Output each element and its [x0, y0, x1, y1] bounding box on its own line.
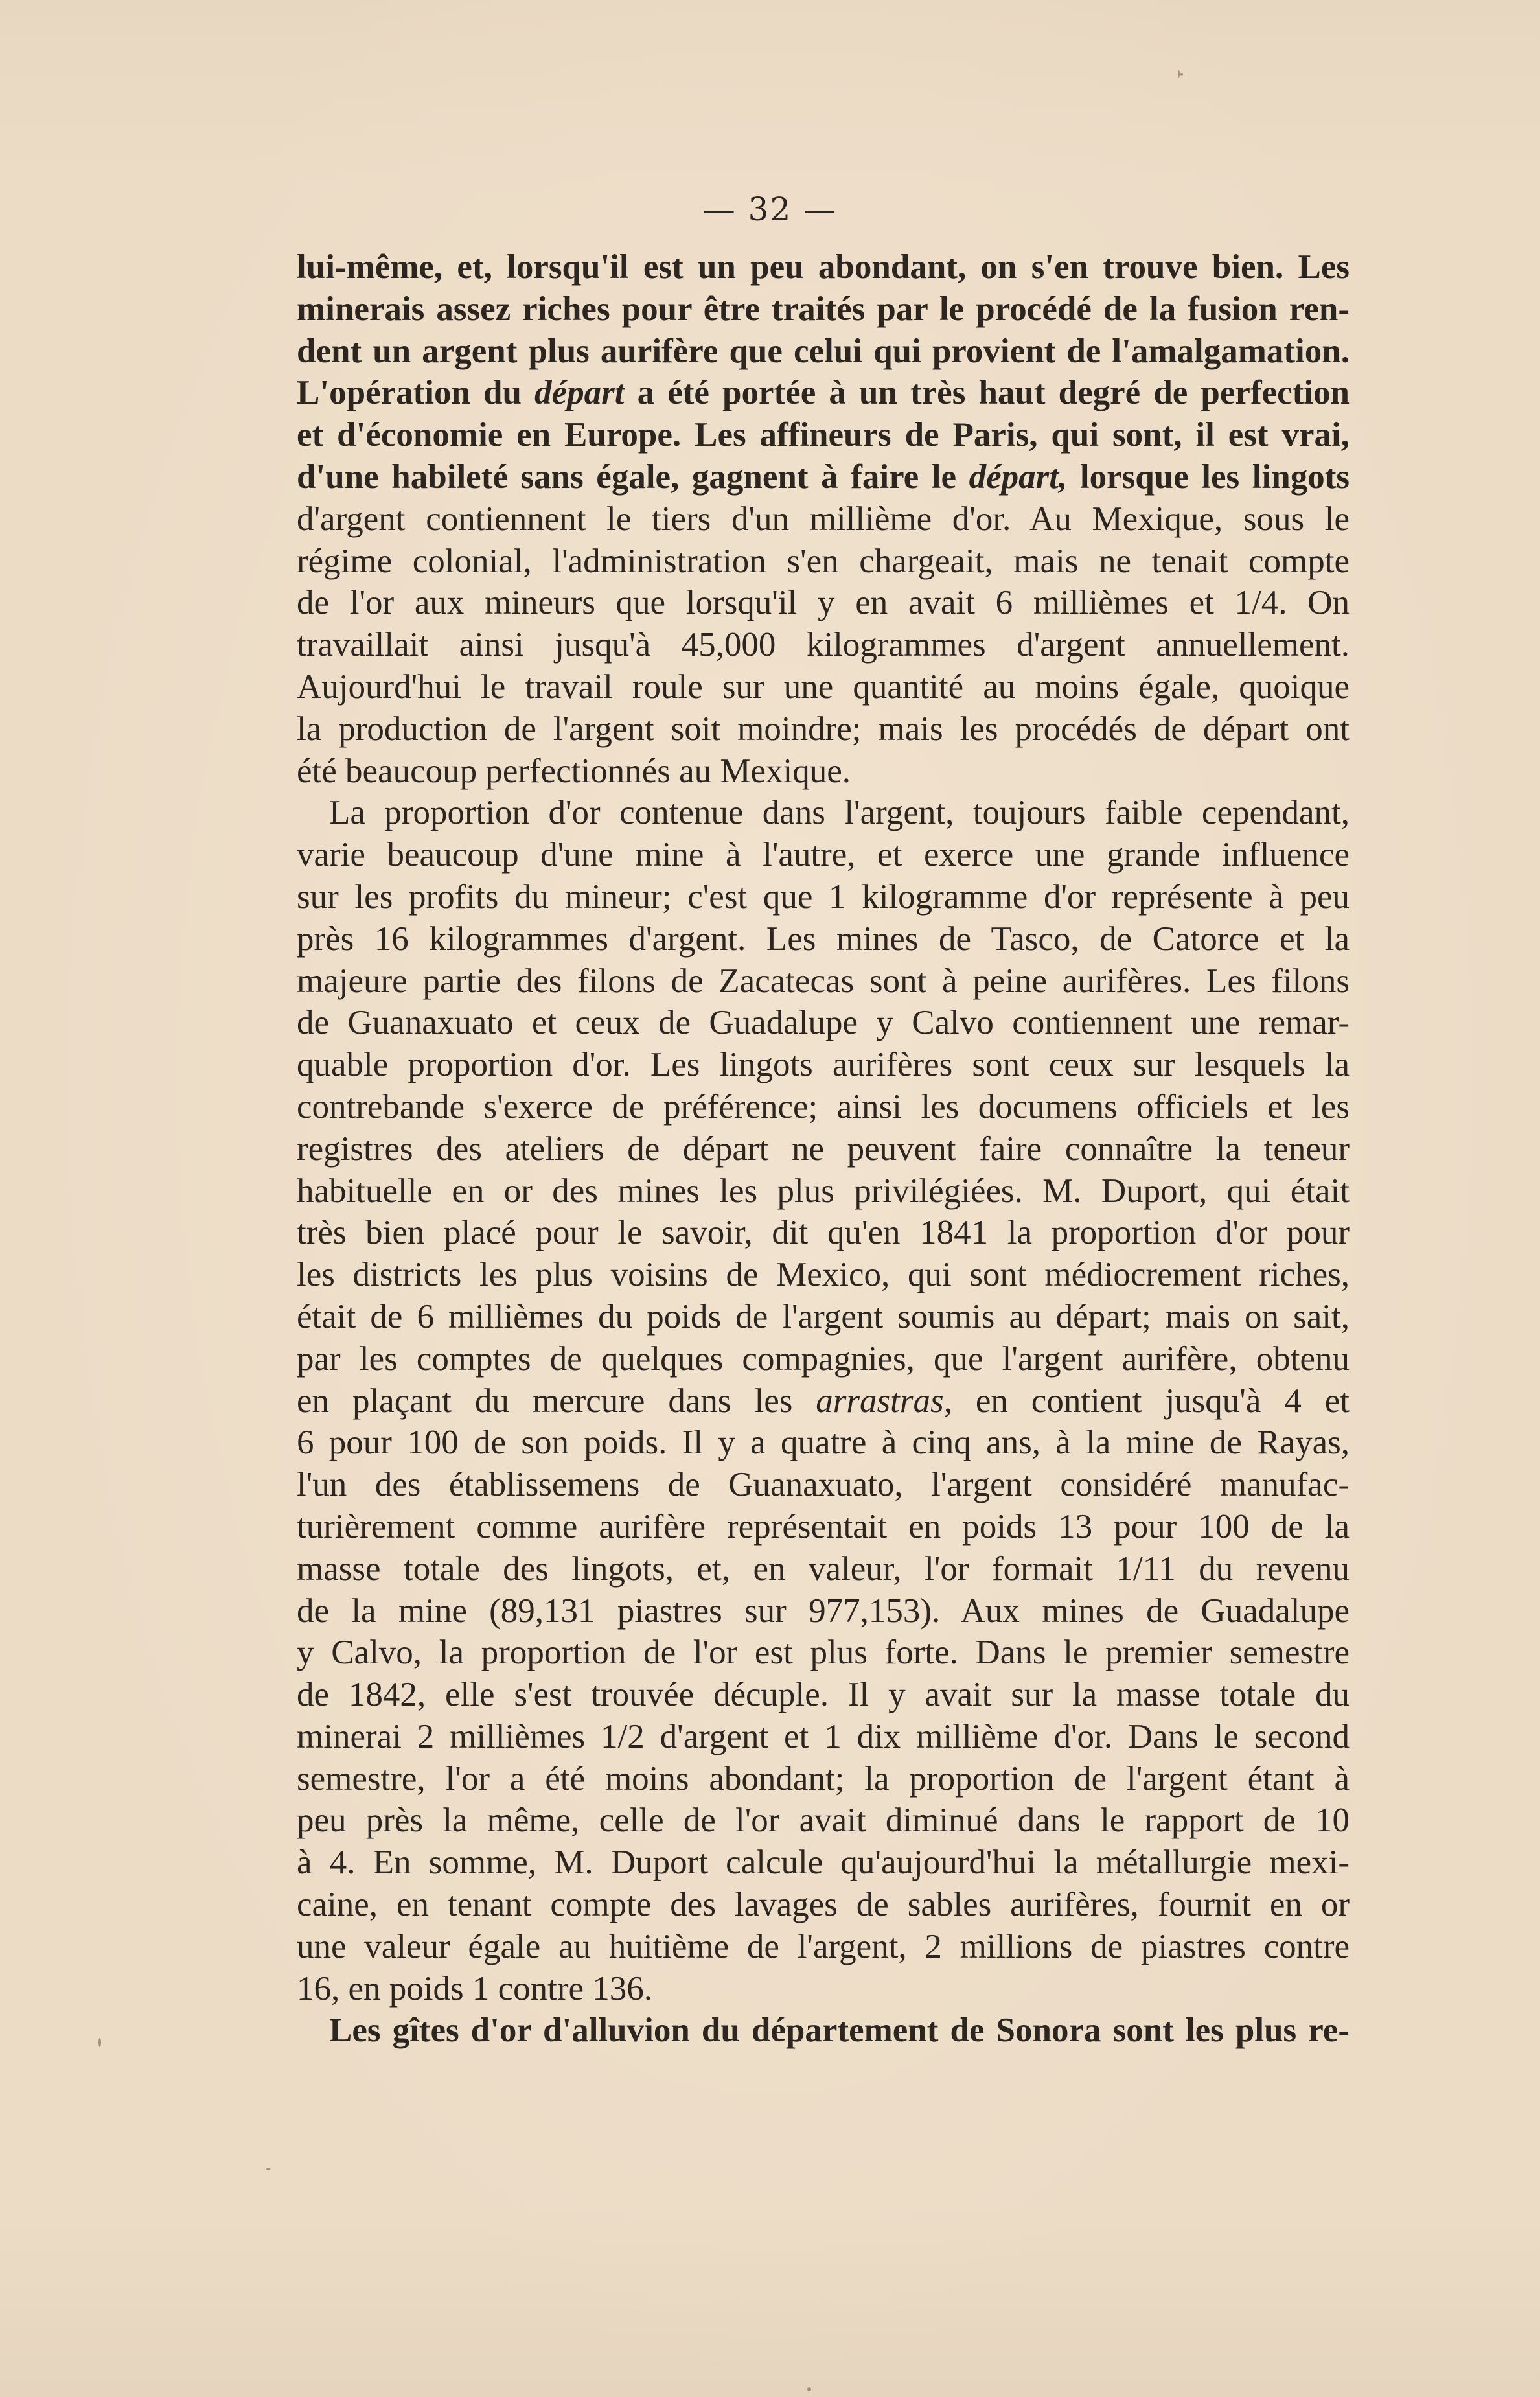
italic-term: départ, — [969, 457, 1068, 496]
text-segment: sur les profits du mineur; c'est que 1 kilogramme d'or représente à peu — [297, 877, 1350, 916]
text-segment: majeure partie des filons de Zacatecas sont à peine aurifères. Les filons — [297, 962, 1350, 1000]
text-line — [297, 960, 1350, 1002]
text-segment: une valeur égale au huitième de l'argent, 2 millions de piastres contre — [297, 1927, 1350, 1965]
text-line — [297, 1716, 1350, 1758]
text-segment: quable proportion d'or. Les lingots aurifères sont ceux sur lesquels la — [297, 1046, 1350, 1084]
text-line — [297, 918, 1350, 960]
text-line — [297, 666, 1350, 708]
text-segment: habituelle en or des mines les plus privilégiées. M. Duport, qui était — [297, 1172, 1350, 1210]
text-line — [297, 1128, 1350, 1170]
body-text — [297, 246, 1350, 2052]
text-line — [297, 1590, 1350, 1632]
text-line — [297, 792, 1350, 834]
text-line — [297, 1674, 1350, 1716]
text-segment: caine, en tenant compte des lavages de sables aurifères, fournit en or — [297, 1886, 1350, 1924]
text-line — [297, 750, 1350, 793]
text-segment: l'un des établissemens de Guanaxuato, l'argent considéré manufac- — [297, 1466, 1350, 1504]
paper-speck — [1178, 70, 1180, 78]
text-segment: de Guanaxuato et ceux de Guadalupe y Calvo contiennent une remar- — [297, 1004, 1350, 1042]
text-segment: très bien placé pour le savoir, dit qu'en 1841 la proportion d'or pour — [297, 1214, 1350, 1252]
text-segment: La proportion d'or contenue dans l'argent, toujours faible cependant, — [329, 794, 1350, 832]
text-segment: était de 6 millièmes du poids de l'argent soumis au départ; mais on sait, — [297, 1297, 1350, 1336]
text-line — [297, 1296, 1350, 1338]
text-line — [297, 540, 1350, 583]
text-segment: à 4. En somme, M. Duport calcule qu'aujourd'hui la métallurgie mexi- — [297, 1844, 1350, 1882]
text-line — [297, 1758, 1350, 1800]
text-segment: en plaçant du mercure dans les — [297, 1382, 816, 1420]
text-line — [297, 1464, 1350, 1506]
paper-speck — [98, 2038, 101, 2047]
text-segment: peu près la même, celle de l'or avait diminué dans le rapport de 10 — [297, 1801, 1350, 1840]
text-segment: Aujourd'hui le travail roule sur une quantité au moins égale, quoique — [297, 667, 1350, 706]
text-line — [297, 1506, 1350, 1548]
paper-speck — [266, 2168, 270, 2170]
page-number: — 32 — — [702, 191, 838, 228]
text-segment: turièrement comme aurifère représentait en poids 13 pour 100 de la — [297, 1507, 1350, 1546]
text-line — [297, 1842, 1350, 1884]
italic-term: départ — [534, 374, 625, 412]
text-line — [297, 1086, 1350, 1128]
text-line — [297, 1884, 1350, 1926]
text-segment: contrebande s'exerce de préférence; ainsi les documens officiels et les — [297, 1087, 1350, 1126]
text-line — [297, 372, 1350, 414]
text-line — [297, 414, 1350, 456]
text-segment: de 1842, elle s'est trouvée décuple. Il y avait sur la masse totale du — [297, 1676, 1350, 1714]
text-line — [297, 1002, 1350, 1044]
text-segment: minerais assez riches pour être traités par le procédé de la fusion ren- — [297, 290, 1350, 328]
text-line — [297, 1044, 1350, 1086]
text-line — [297, 1968, 1350, 2010]
text-line — [297, 2009, 1350, 2052]
text-segment: été beaucoup perfectionnés au Mexique. — [297, 752, 851, 790]
text-segment: a été portée à un très haut degré de perfection — [624, 374, 1350, 412]
text-segment: régime colonial, l'administration s'en chargeait, mais ne tenait compte — [297, 542, 1350, 580]
text-segment: travaillait ainsi jusqu'à 45,000 kilogrammes d'argent annuellement. — [297, 626, 1350, 664]
text-line — [297, 1548, 1350, 1590]
text-line — [297, 1254, 1350, 1296]
text-segment: registres des ateliers de départ ne peuvent faire connaître la teneur — [297, 1129, 1350, 1168]
text-segment: minerai 2 millièmes 1/2 d'argent et 1 dix millième d'or. Dans le second — [297, 1717, 1350, 1755]
text-line — [297, 1422, 1350, 1464]
text-segment: lui-même, et, lorsqu'il est un peu abondant, on s'en trouve bien. Les — [297, 248, 1350, 286]
text-segment: 16, en poids 1 contre 136. — [297, 1969, 653, 2008]
text-line — [297, 1632, 1350, 1674]
text-line — [297, 624, 1350, 666]
text-line — [297, 288, 1350, 330]
text-line — [297, 330, 1350, 373]
text-segment: de l'or aux mineurs que lorsqu'il y en avait 6 millièmes et 1/4. On — [297, 584, 1350, 622]
text-line — [297, 1800, 1350, 1842]
text-line — [297, 1170, 1350, 1212]
paper-speck — [807, 2387, 811, 2391]
text-line — [297, 1380, 1350, 1422]
text-segment: près 16 kilogrammes d'argent. Les mines de Tasco, de Catorce et la — [297, 920, 1350, 958]
text-segment: de la mine (89,131 piastres sur 977,153). Aux mines de Guadalupe — [297, 1592, 1350, 1630]
text-line — [297, 1926, 1350, 1968]
text-segment: semestre, l'or a été moins abondant; la proportion de l'argent étant à — [297, 1759, 1350, 1798]
text-line — [297, 456, 1350, 498]
text-segment: en contient jusqu'à 4 et — [952, 1382, 1350, 1420]
text-segment: y Calvo, la proportion de l'or est plus forte. Dans le premier semestre — [297, 1634, 1350, 1672]
text-segment: la production de l'argent soit moindre; mais les procédés de départ ont — [297, 710, 1350, 748]
text-segment: d'une habileté sans égale, gagnent à faire le — [297, 457, 969, 496]
text-line — [297, 246, 1350, 288]
text-line — [297, 708, 1350, 750]
text-segment: les districts les plus voisins de Mexico, qui sont médiocrement riches, — [297, 1256, 1350, 1294]
text-segment: varie beaucoup d'une mine à l'autre, et exerce une grande influence — [297, 836, 1350, 874]
text-segment: d'argent contiennent le tiers d'un millième d'or. Au Mexique, sous le — [297, 500, 1350, 538]
text-line — [297, 498, 1350, 540]
text-segment: 6 pour 100 de son poids. Il y a quatre à cinq ans, à la mine de Rayas, — [297, 1424, 1350, 1462]
italic-term: arrastras, — [816, 1382, 952, 1420]
text-segment: dent un argent plus aurifère que celui qui provient de l'amalgamation. — [297, 332, 1350, 370]
paper-speck — [1180, 73, 1183, 76]
text-segment: Les gîtes d'or d'alluvion du département de Sonora sont les plus re- — [329, 2011, 1350, 2050]
text-line — [297, 876, 1350, 918]
text-line — [297, 1338, 1350, 1380]
text-segment: par les comptes de quelques compagnies, que l'argent aurifère, obtenu — [297, 1339, 1350, 1378]
text-line — [297, 1212, 1350, 1254]
text-segment: lorsque les lingots — [1067, 457, 1350, 496]
text-line — [297, 582, 1350, 624]
text-segment: L'opération du — [297, 374, 535, 412]
text-segment: et d'économie en Europe. Les affineurs de Paris, qui sont, il est vrai, — [297, 416, 1350, 454]
text-segment: masse totale des lingots, et, en valeur, l'or formait 1/11 du revenu — [297, 1549, 1350, 1588]
text-line — [297, 834, 1350, 876]
